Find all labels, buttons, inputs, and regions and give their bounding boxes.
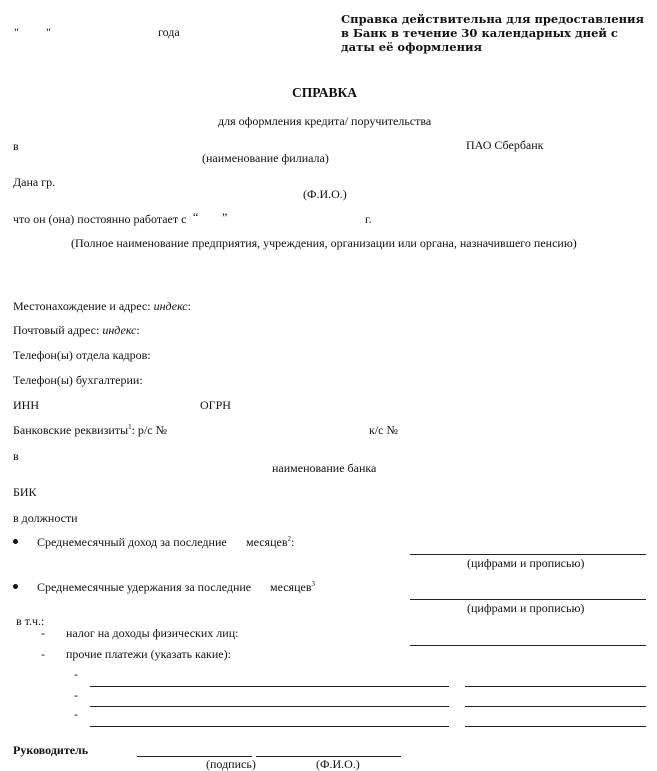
income-caption: (цифрами и прописью) xyxy=(467,556,585,570)
postal-field: Почтовый адрес: индекс: xyxy=(13,323,140,337)
ks-field: к/с № xyxy=(369,423,398,437)
bank-name-caption: наименование банка xyxy=(272,461,377,475)
income-line xyxy=(410,554,646,555)
bank-name: ПАО Сбербанк xyxy=(466,138,544,152)
employment-text: что он (она) постоянно работает с xyxy=(13,212,187,226)
deductions-caption: (цифрами и прописью) xyxy=(467,601,585,615)
other-item-line-3 xyxy=(90,726,449,727)
signature-name-caption: (Ф.И.О.) xyxy=(316,757,360,771)
other-item-line-1 xyxy=(90,686,449,687)
including-label: в т.ч.: xyxy=(16,614,45,628)
deductions-label: Среднемесячные удержания за последние xyxy=(37,580,252,594)
document-title: СПРАВКА xyxy=(292,85,358,100)
other-amount-line-1 xyxy=(465,686,646,687)
fio-caption: (Ф.И.О.) xyxy=(303,187,347,201)
tax-dash: - xyxy=(41,626,45,640)
other-amount-line-2 xyxy=(465,706,646,707)
bullet-deductions xyxy=(13,584,18,589)
bik-field: БИК xyxy=(13,485,37,499)
bullet-income xyxy=(13,539,18,544)
deductions-line xyxy=(410,599,646,600)
income-months: месяцев$^2$: xyxy=(246,535,295,549)
other-amount-line-3 xyxy=(465,726,646,727)
in-bank-prefix: в xyxy=(13,449,19,463)
date-quote-close: " xyxy=(46,25,51,39)
bank-details-field: Банковские реквизиты$^1$: р/с № xyxy=(13,423,168,437)
tax-label: налог на доходы физических лиц: xyxy=(66,626,239,640)
hr-phone-field: Телефон(ы) отдела кадров: xyxy=(13,348,151,362)
other-item-dash-2: - xyxy=(74,688,78,702)
ogrn-field: ОГРН xyxy=(200,398,231,412)
other-item-line-2 xyxy=(90,706,449,707)
accounting-phone-field: Телефон(ы) бухгалтерии: xyxy=(13,373,143,387)
employment-quote-open: “ xyxy=(193,210,199,224)
year-word: года xyxy=(158,25,180,39)
other-dash: - xyxy=(41,647,45,661)
signature-caption: (подпись) xyxy=(206,757,256,771)
inn-field: ИНН xyxy=(13,398,39,412)
organization-caption: (Полное наименование предприятия, учреждения, организации или органа, назначившего пенсию) xyxy=(71,236,577,250)
other-label: прочие платежи (указать какие): xyxy=(66,647,231,661)
tax-line xyxy=(410,645,646,646)
position-field: в должности xyxy=(13,511,78,525)
document-subtitle: для оформления кредита/ поручительства xyxy=(218,114,432,128)
deductions-months: месяцев$^3$ xyxy=(270,580,315,594)
other-item-dash-3: - xyxy=(74,707,78,721)
location-field: Местонахождение и адрес: индекс: xyxy=(13,299,191,313)
employment-year: г. xyxy=(365,212,372,226)
signature-role: Руководитель xyxy=(13,743,89,757)
date-quote-open: " xyxy=(14,25,19,39)
branch-caption: (наименование филиала) xyxy=(202,151,329,165)
employment-quote-close: ” xyxy=(222,210,228,224)
income-label: Среднемесячный доход за последние xyxy=(37,535,227,549)
other-item-dash-1: - xyxy=(74,667,78,681)
validity-note: Справка действительна для предоставления в Банк в течение 30 календарных дней с даты её оформления xyxy=(341,12,645,54)
issued-to-label: Дана гр. xyxy=(13,175,56,189)
branch-prefix: в xyxy=(13,139,19,153)
